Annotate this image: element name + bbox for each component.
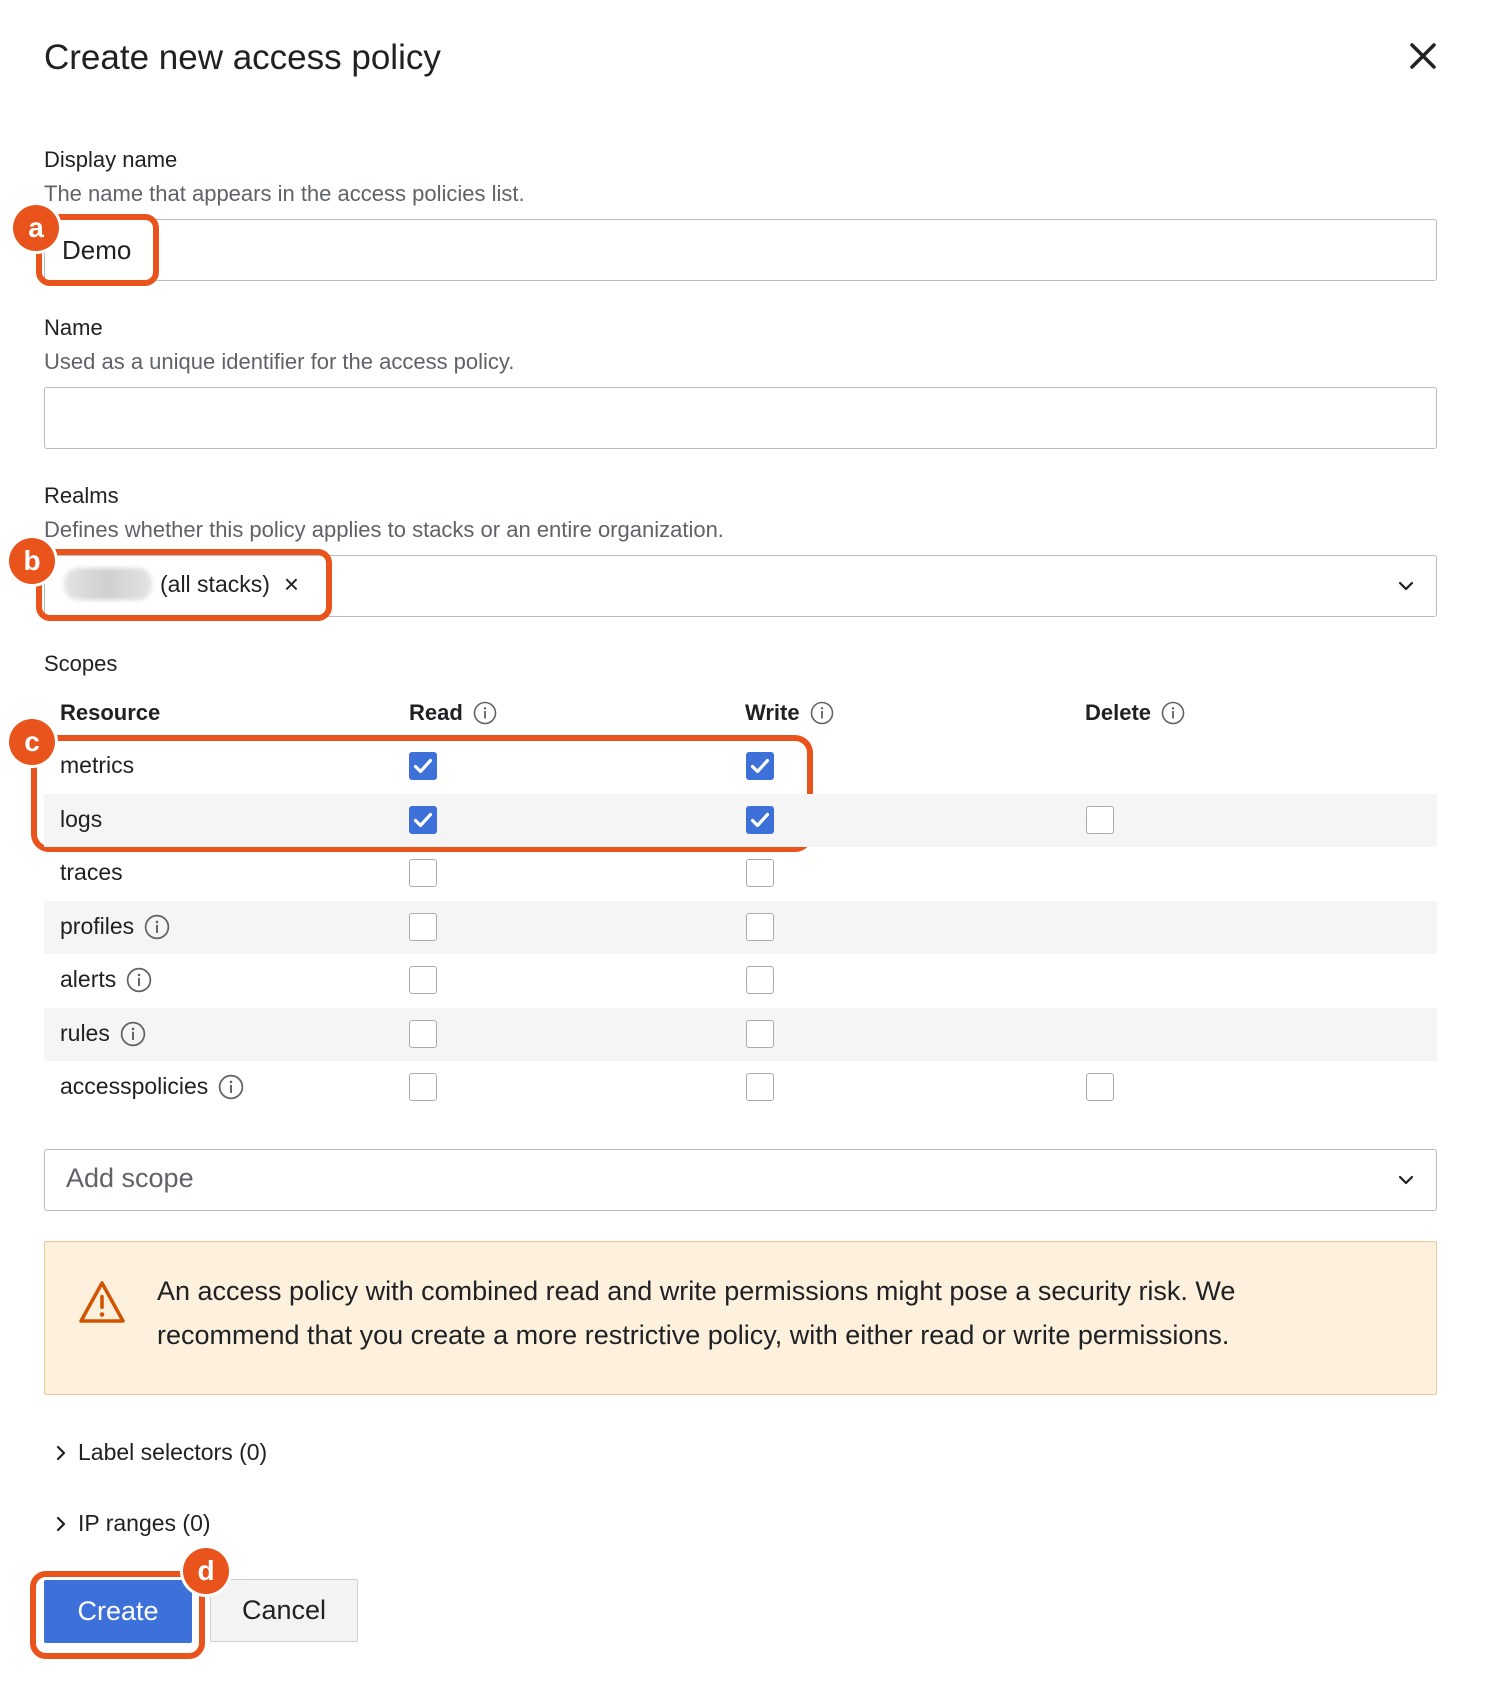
annotation-badge-a: a [13,205,59,251]
add-scope-dropdown-toggle[interactable] [1395,1169,1417,1196]
column-header-resource-label: Resource [60,700,161,725]
chevron-down-icon [1395,1169,1417,1191]
info-icon[interactable] [1161,701,1185,725]
dialog-title: Create new access policy [44,38,441,77]
realm-chip-remove-button[interactable]: × [283,568,300,599]
info-icon[interactable] [120,1021,146,1047]
chevron-down-icon [1395,575,1417,597]
realm-chip-label: (all stacks) [160,570,270,597]
read-checkbox-metrics[interactable] [409,752,437,780]
realm-chip [64,565,299,603]
read-checkbox-accesspolicies[interactable] [409,1073,437,1101]
close-button[interactable] [1403,36,1443,76]
info-icon[interactable] [126,967,152,993]
scopes-label: Scopes [44,651,118,676]
write-checkbox-traces[interactable] [746,859,774,887]
display-name-description: The name that appears in the access policies list. [44,181,525,206]
ip-ranges-label: IP ranges (0) [78,1510,211,1536]
delete-checkbox-accesspolicies[interactable] [1086,1073,1114,1101]
name-description: Used as a unique identifier for the access policy. [44,349,515,374]
display-name-value: Demo [62,235,132,265]
create-button[interactable]: Create [44,1580,192,1643]
redacted-stack-name [64,568,152,600]
warning-icon [78,1280,126,1324]
annotation-badge-d: d [183,1548,229,1594]
chevron-right-icon [52,1515,70,1533]
column-header-read-label: Read [409,700,463,725]
info-icon[interactable] [810,701,834,725]
realms-dropdown-toggle[interactable] [1395,575,1417,602]
write-checkbox-accesspolicies[interactable] [746,1073,774,1101]
table-row [44,847,1437,900]
resource-name-label: traces [60,859,123,885]
annotation-badge-c: c [9,719,55,765]
resource-name [60,913,170,940]
resource-name-label: accesspolicies [60,1073,209,1099]
resource-name-label: alerts [60,966,117,992]
resource-name [60,859,123,886]
table-row [44,740,1437,793]
read-checkbox-rules[interactable] [409,1020,437,1048]
resource-name [60,1073,244,1100]
column-header-resource [60,700,160,726]
table-row [44,1008,1437,1061]
resource-name [60,966,152,993]
resource-name-label: metrics [60,752,135,778]
name-label: Name [44,315,103,340]
label-selectors-label: Label selectors (0) [78,1439,268,1465]
add-scope-placeholder: Add scope [66,1163,194,1193]
display-name-input[interactable] [44,219,1437,281]
label-selectors-toggle[interactable] [52,1439,267,1466]
resource-name [60,806,102,833]
resource-name [60,1020,146,1047]
read-checkbox-traces[interactable] [409,859,437,887]
realms-label: Realms [44,483,119,508]
realms-description: Defines whether this policy applies to stacks or an entire organization. [44,517,724,542]
read-checkbox-profiles[interactable] [409,913,437,941]
resource-name-label: profiles [60,913,135,939]
write-checkbox-alerts[interactable] [746,966,774,994]
cancel-button[interactable]: Cancel [210,1579,358,1642]
read-checkbox-logs[interactable] [409,806,437,834]
column-header-write [745,700,834,726]
table-row [44,954,1437,1007]
resource-name-label: logs [60,806,103,832]
resource-name-label: rules [60,1020,110,1046]
table-row [44,901,1437,954]
column-header-read [409,700,497,726]
name-input[interactable] [44,387,1437,449]
write-checkbox-metrics[interactable] [746,752,774,780]
column-header-delete [1085,700,1185,726]
add-scope-select[interactable] [44,1149,1437,1211]
info-icon[interactable] [473,701,497,725]
chevron-right-icon [52,1444,70,1462]
write-checkbox-profiles[interactable] [746,913,774,941]
delete-checkbox-logs[interactable] [1086,806,1114,834]
close-icon [1403,36,1443,76]
ip-ranges-toggle[interactable] [52,1510,211,1537]
column-header-delete-label: Delete [1085,700,1152,725]
resource-name [60,752,134,779]
column-header-write-label: Write [745,700,800,725]
read-checkbox-alerts[interactable] [409,966,437,994]
table-row [44,794,1437,847]
write-checkbox-rules[interactable] [746,1020,774,1048]
info-icon[interactable] [144,914,170,940]
annotation-badge-b: b [9,538,55,584]
security-warning-text: An access policy with combined read and write permissions might pose a security risk. We recommend that you create a more restrictive policy, with either read or write permissions. [157,1276,1236,1350]
write-checkbox-logs[interactable] [746,806,774,834]
table-row [44,1061,1437,1114]
info-icon[interactable] [218,1074,244,1100]
display-name-label: Display name [44,147,178,172]
